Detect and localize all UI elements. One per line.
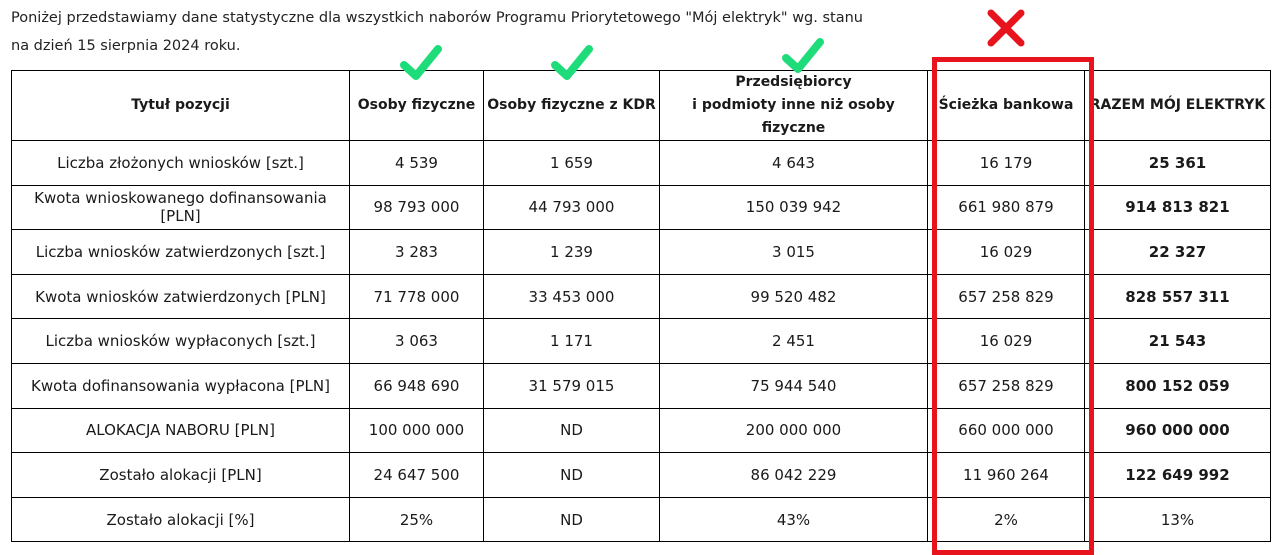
header-przedsiebiorcy — [660, 71, 928, 141]
cell-osoby-fizyczne: 100 000 000 — [350, 408, 484, 453]
cell-sciezka-bankowa: 16 029 — [928, 230, 1085, 275]
cell-sciezka-bankowa: 660 000 000 — [928, 408, 1085, 453]
cell-osoby-fizyczne: 66 948 690 — [350, 363, 484, 408]
cell-sciezka-bankowa: 2% — [928, 497, 1085, 542]
table-row — [12, 363, 1271, 408]
row-label: ALOKACJA NABORU [PLN] — [12, 408, 350, 453]
row-label: Kwota wniosków zatwierdzonych [PLN] — [12, 274, 350, 319]
cell-osoby-fizyczne: 98 793 000 — [350, 185, 484, 230]
cell-sciezka-bankowa: 11 960 264 — [928, 453, 1085, 498]
table-row — [12, 141, 1271, 186]
table-row — [12, 453, 1271, 498]
cell-przedsiebiorcy: 3 015 — [660, 230, 928, 275]
cell-razem: 21 543 — [1085, 319, 1271, 364]
cell-sciezka-bankowa: 16 029 — [928, 319, 1085, 364]
header-osoby-fizyczne-kdr: Osoby fizyczne z KDR — [484, 71, 660, 141]
cell-osoby-fizyczne-kdr: 1 171 — [484, 319, 660, 364]
cell-sciezka-bankowa: 661 980 879 — [928, 185, 1085, 230]
cell-przedsiebiorcy: 43% — [660, 497, 928, 542]
cell-osoby-fizyczne: 3 063 — [350, 319, 484, 364]
cell-sciezka-bankowa: 16 179 — [928, 141, 1085, 186]
cell-przedsiebiorcy: 99 520 482 — [660, 274, 928, 319]
cell-przedsiebiorcy: 75 944 540 — [660, 363, 928, 408]
cell-razem: 800 152 059 — [1085, 363, 1271, 408]
cell-razem: 25 361 — [1085, 141, 1271, 186]
cell-razem: 13% — [1085, 497, 1271, 542]
cell-osoby-fizyczne-kdr: 44 793 000 — [484, 185, 660, 230]
cell-osoby-fizyczne: 71 778 000 — [350, 274, 484, 319]
cell-razem: 914 813 821 — [1085, 185, 1271, 230]
statistics-table — [11, 70, 1271, 542]
row-label: Kwota wnioskowanego dofinansowania [PLN] — [12, 185, 350, 230]
cell-przedsiebiorcy: 200 000 000 — [660, 408, 928, 453]
cell-przedsiebiorcy: 4 643 — [660, 141, 928, 186]
cell-osoby-fizyczne: 25% — [350, 497, 484, 542]
cell-przedsiebiorcy: 86 042 229 — [660, 453, 928, 498]
row-label: Liczba wniosków wypłaconych [szt.] — [12, 319, 350, 364]
row-label: Liczba wniosków zatwierdzonych [szt.] — [12, 230, 350, 275]
table-row — [12, 230, 1271, 275]
cell-razem: 122 649 992 — [1085, 453, 1271, 498]
cell-razem: 960 000 000 — [1085, 408, 1271, 453]
row-label: Zostało alokacji [%] — [12, 497, 350, 542]
cell-osoby-fizyczne-kdr: ND — [484, 453, 660, 498]
cell-osoby-fizyczne-kdr: ND — [484, 408, 660, 453]
header-osoby-fizyczne: Osoby fizyczne — [350, 71, 484, 141]
cell-osoby-fizyczne-kdr: 31 579 015 — [484, 363, 660, 408]
row-label: Kwota dofinansowania wypłacona [PLN] — [12, 363, 350, 408]
check-mark-icon — [551, 43, 593, 85]
cell-osoby-fizyczne-kdr: 1 239 — [484, 230, 660, 275]
cell-osoby-fizyczne-kdr: ND — [484, 497, 660, 542]
check-mark-icon — [782, 36, 824, 78]
table-row — [12, 319, 1271, 364]
table-row — [12, 497, 1271, 542]
cell-przedsiebiorcy: 2 451 — [660, 319, 928, 364]
header-title: Tytuł pozycji — [12, 71, 350, 141]
cell-osoby-fizyczne: 4 539 — [350, 141, 484, 186]
header-przedsiebiorcy-line-2: i podmioty inne niż osoby fizyczne — [692, 97, 895, 136]
cell-sciezka-bankowa: 657 258 829 — [928, 274, 1085, 319]
cell-razem: 828 557 311 — [1085, 274, 1271, 319]
check-mark-icon — [400, 43, 442, 85]
table-row — [12, 408, 1271, 453]
cross-mark-icon — [985, 8, 1027, 48]
cell-osoby-fizyczne: 24 647 500 — [350, 453, 484, 498]
cell-razem: 22 327 — [1085, 230, 1271, 275]
cell-sciezka-bankowa: 657 258 829 — [928, 363, 1085, 408]
header-przedsiebiorcy-line-1: Przedsiębiorcy — [735, 74, 852, 90]
intro-line-2: na dzień 15 sierpnia 2024 roku. — [11, 38, 241, 54]
row-label: Liczba złożonych wniosków [szt.] — [12, 141, 350, 186]
table-row — [12, 274, 1271, 319]
header-razem: RAZEM MÓJ ELEKTRYK — [1085, 71, 1271, 141]
cell-osoby-fizyczne: 3 283 — [350, 230, 484, 275]
cell-osoby-fizyczne-kdr: 33 453 000 — [484, 274, 660, 319]
cell-przedsiebiorcy: 150 039 942 — [660, 185, 928, 230]
cell-osoby-fizyczne-kdr: 1 659 — [484, 141, 660, 186]
header-row — [12, 71, 1271, 141]
row-label: Zostało alokacji [PLN] — [12, 453, 350, 498]
table-row — [12, 185, 1271, 230]
intro-line-1: Poniżej przedstawiamy dane statystyczne dla wszystkich naborów Programu Priorytetowego "Mój elektryk" wg. stanu — [11, 10, 863, 26]
header-sciezka-bankowa: Ścieżka bankowa — [928, 71, 1085, 141]
